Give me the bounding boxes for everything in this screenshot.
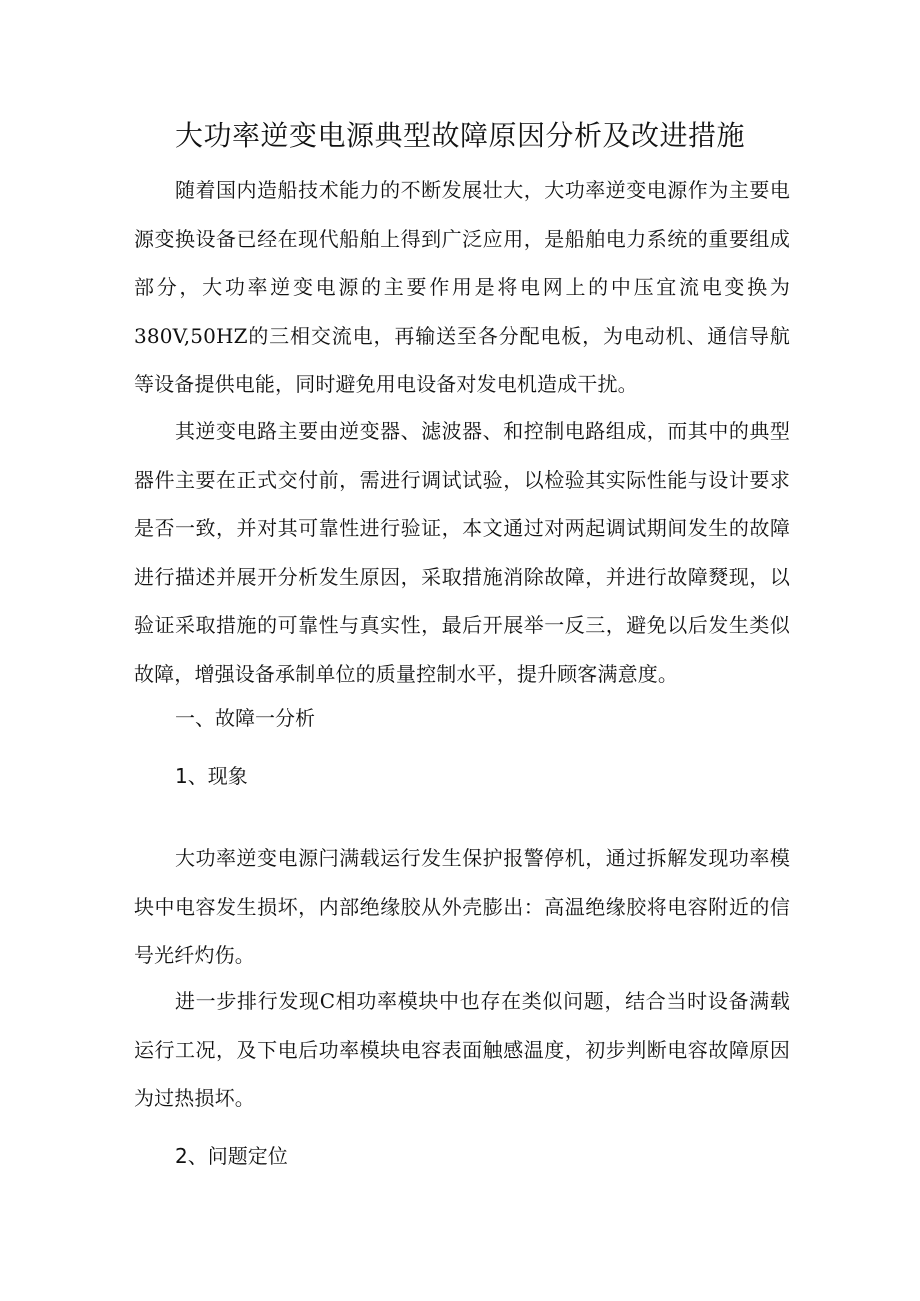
investigation-paragraph: 进一步排行发现C相功率模块中也存在类似问题，结合当时设备满载运行工况，及下电后功率模块电容表面触感温度，初步判断电容故障原因为过热损坏。: [134, 989, 790, 1111]
subsection-heading: 2、问题定位: [175, 1144, 288, 1168]
circuit-paragraph: 其逆变电路主要由逆变器、滤波器、和控制电路组成，而其中的典型器件主要在正式交付前，需进行调试试验，以检验其实际性能与设计要求是否一致，并对其可靠性进行验证，本文通过对两起调试期间发生的故障进行描述并展开分析发生原因，采取措施消除故障，并进行故障燹现，以验证采取措施的可靠性与真实性，最后开展举一反三，避免以后发生类似故障，增强设备承制单位的质量控制水平，提升顾客满意度。: [134, 419, 790, 686]
section-heading: 一、故障一分析: [175, 706, 315, 730]
phenomenon-paragraph: 大功率逆变电源闩满载运行发生保护报警停机，通过拆解发现功率模块中电容发生损坏，内部绝缘胶从外壳膨出：高温绝缘胶将电容附近的信号光纤灼伤。: [134, 846, 790, 968]
intro-paragraph: 随着国内造船技术能力的不断发展壮大，大功率逆变电源作为主要电源变换设备已经在现代船舶上得到广泛应用，是船舶电力系统的重要组成部分，大功率逆变电源的主要作用是将电网上的中压宜流电变换为380V,50HZ的三相交流电，再输送至各分配电板，为电动机、通信导航等设备提供电能，同时避免用电设备对发电机造成干扰。: [134, 178, 790, 397]
subsection-heading: 1、现象: [175, 764, 248, 788]
document-title: 大功率逆变电源典型故障原因分析及改进措施: [174, 119, 745, 152]
